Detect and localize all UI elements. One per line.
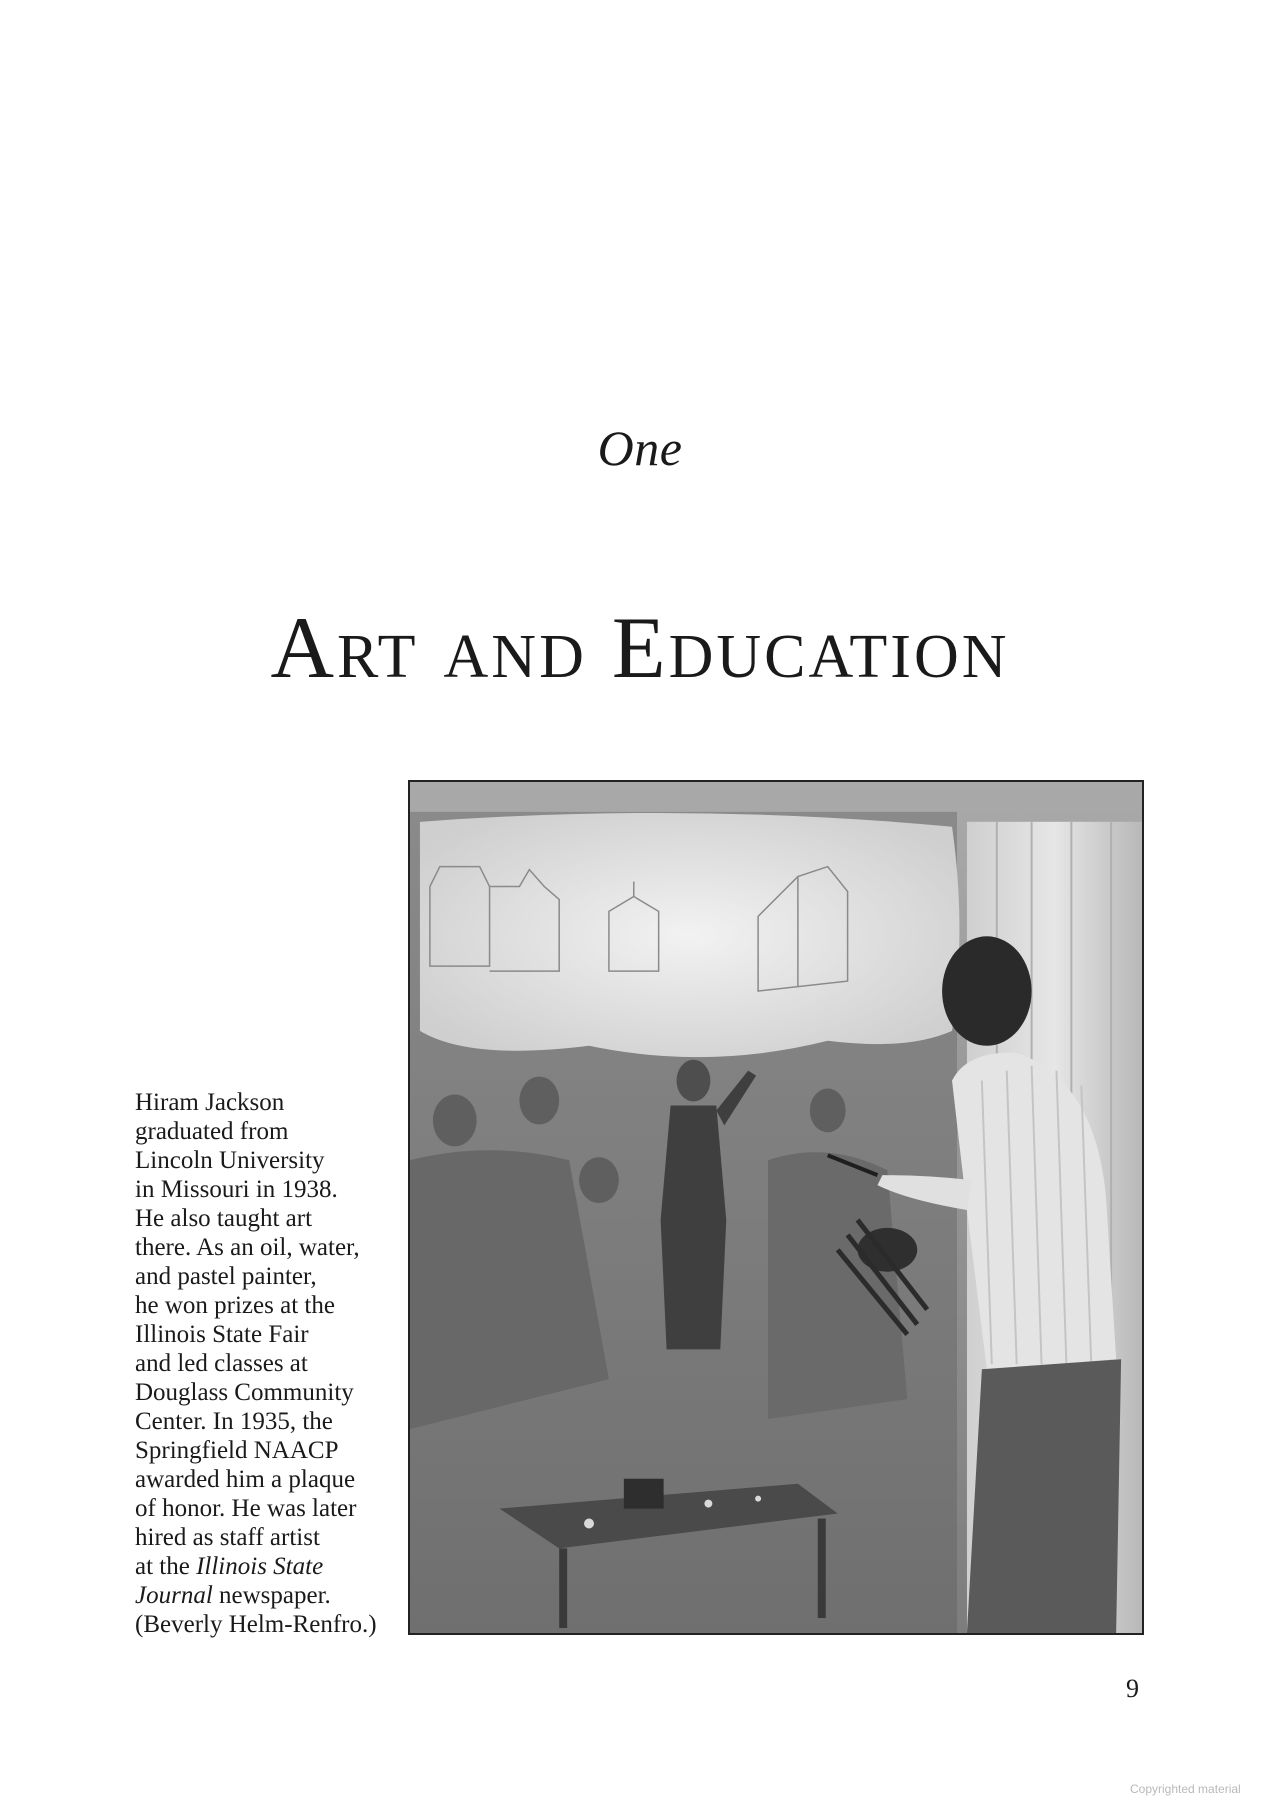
chapter-number: One — [597, 420, 683, 476]
photograph-painter-at-mural — [408, 780, 1144, 1635]
caption-line: and led classes at — [135, 1350, 308, 1377]
caption-line: he won prizes at the — [135, 1292, 335, 1319]
caption-line: there. As an oil, water, — [135, 1234, 360, 1261]
caption-line: graduated from — [135, 1118, 289, 1145]
copyright-watermark: Copyrighted material — [1130, 1782, 1241, 1796]
page-number: 9 — [1126, 1674, 1139, 1703]
caption-line: Illinois State Fair — [135, 1321, 309, 1348]
caption-line: and pastel painter, — [135, 1263, 317, 1290]
caption-line: awarded him a plaque — [135, 1466, 356, 1493]
caption-line: He also taught art — [135, 1205, 313, 1232]
caption-text: at the — [135, 1553, 197, 1580]
newspaper-title-part: Journal — [135, 1582, 213, 1609]
caption-line: Lincoln University — [135, 1147, 325, 1174]
caption-text: newspaper. — [212, 1582, 331, 1609]
chapter-title: Art and Education — [270, 599, 1010, 697]
caption-line: in Missouri in 1938. — [135, 1176, 338, 1203]
photo-caption — [135, 1088, 385, 1639]
caption-line: Center. In 1935, the — [135, 1408, 333, 1435]
mural-sky — [420, 813, 960, 1057]
caption-line — [135, 1552, 385, 1581]
caption-line: Springfield NAACP — [135, 1437, 339, 1464]
caption-line: hired as staff artist — [135, 1524, 320, 1551]
photograph-image — [410, 782, 1142, 1633]
newspaper-title-part: Illinois State — [196, 1553, 324, 1580]
caption-line: (Beverly Helm-Renfro.) — [135, 1611, 377, 1638]
caption-line: of honor. He was later — [135, 1495, 357, 1522]
caption-line — [135, 1581, 385, 1610]
caption-line: Hiram Jackson — [135, 1089, 285, 1116]
caption-line: Douglass Community — [135, 1379, 354, 1406]
